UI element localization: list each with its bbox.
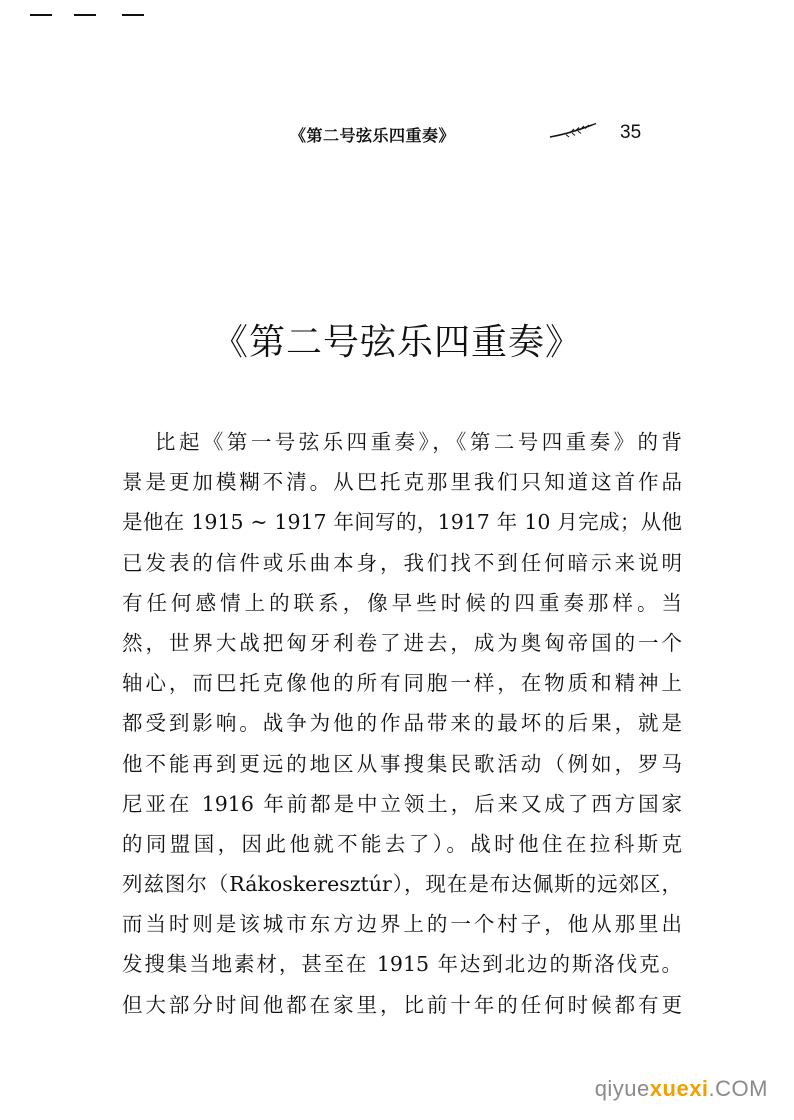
- chapter-title: 《第二号弦乐四重奏》: [211, 322, 582, 364]
- body-line: 然，世界大战把匈牙利卷了进去，成为奥匈帝国的一个: [122, 630, 682, 655]
- scan-dash: [122, 14, 144, 16]
- body-line: 是他在 1915 ~ 1917 年间写的，1917 年 10 月完成；从他: [122, 510, 682, 535]
- scan-marks: [30, 14, 150, 20]
- body-line: 的同盟国，因此他就不能去了）。战时他住在拉科斯克: [122, 831, 682, 856]
- body-line: 发搜集当地素材，甚至在 1915 年达到北边的斯洛伐克。: [122, 952, 682, 977]
- body-line: 但大部分时间他都在家里，比前十年的任何时候都有更: [122, 992, 682, 1017]
- watermark-part: .COM: [708, 1076, 768, 1101]
- scan-dash: [74, 14, 96, 16]
- running-header: [0, 120, 794, 150]
- watermark: [595, 1076, 768, 1102]
- quill-icon: [548, 122, 598, 142]
- body-paragraph: [122, 422, 682, 1025]
- scan-dash: [30, 14, 52, 16]
- running-header-title: 《第二号弦乐四重奏》: [290, 126, 456, 145]
- body-line: 轴心，而巴托克像他的所有同胞一样，在物质和精神上: [122, 671, 682, 696]
- body-line: 列兹图尔（Rákoskeresztúr），现在是布达佩斯的远郊区，: [122, 872, 682, 897]
- body-line: 景是更加模糊不清。从巴托克那里我们只知道这首作品: [122, 470, 682, 495]
- body-line: 有任何感情上的联系，像早些时候的四重奏那样。当: [122, 590, 682, 615]
- body-line: 都受到影响。战争为他的作品带来的最坏的后果，就是: [122, 711, 682, 736]
- watermark-part: qiyue: [594, 1076, 650, 1101]
- page-number: 35: [620, 122, 642, 143]
- body-line: 尼亚在 1916 年前都是中立领土，后来又成了西方国家: [122, 791, 682, 816]
- body-line: 已发表的信件或乐曲本身，我们找不到任何暗示来说明: [122, 550, 682, 575]
- watermark-part: xuexi: [649, 1076, 709, 1101]
- body-line: 比起《第一号弦乐四重奏》，《第二号四重奏》的背: [155, 430, 682, 454]
- body-line: 他不能再到更远的地区从事搜集民歌活动（例如，罗马: [122, 751, 682, 776]
- body-line: 而当时则是该城市东方边界上的一个村子，他从那里出: [122, 912, 682, 937]
